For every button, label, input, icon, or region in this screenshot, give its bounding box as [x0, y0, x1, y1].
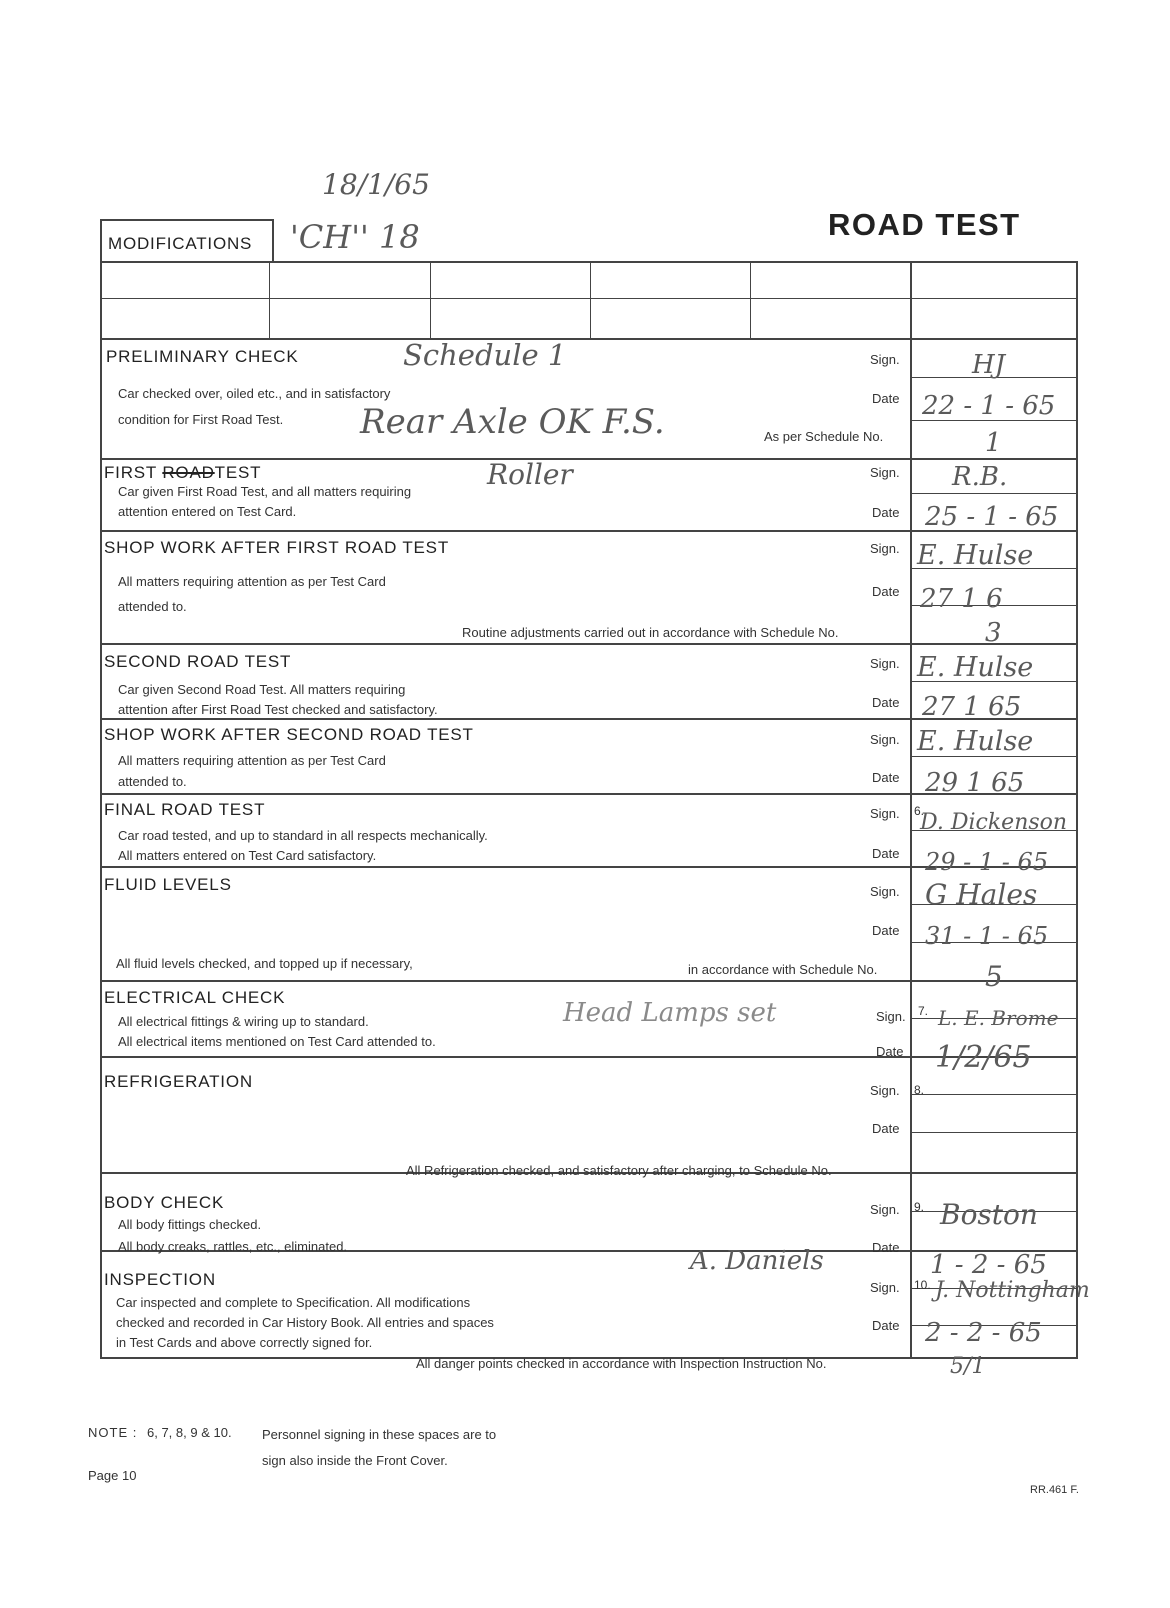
date-value: 1 - 2 - 65: [930, 1250, 1047, 1280]
date-value: 31 - 1 - 65: [925, 922, 1049, 950]
schedule-value: 3: [985, 618, 1002, 648]
sign-label: Sign.: [870, 732, 900, 747]
sign-label: Sign.: [870, 352, 900, 367]
section-desc: Car road tested, and up to standard in all respects mechanically.: [118, 828, 488, 843]
section-desc: Car checked over, oiled etc., and in satisfactory: [118, 386, 391, 401]
sign-label: Sign.: [870, 884, 900, 899]
section-desc: All matters entered on Test Card satisfactory.: [118, 848, 377, 863]
date-label: Date: [872, 1121, 900, 1136]
note-numbers: 6, 7, 8, 9 & 10.: [147, 1425, 232, 1440]
date-label: Date: [872, 505, 900, 520]
handwritten-note: Head Lamps set: [563, 998, 777, 1028]
section-desc: attention after First Road Test checked and satisfactory.: [118, 702, 438, 717]
title-suffix: TEST: [214, 463, 262, 482]
section-desc: All matters requiring attention as per Test Card: [118, 574, 386, 589]
section-title: REFRIGERATION: [104, 1072, 253, 1091]
section-title: FINAL ROAD TEST: [104, 800, 266, 819]
schedule-value: 1: [985, 428, 1002, 458]
section-title: SHOP WORK AFTER SECOND ROAD TEST: [104, 725, 474, 744]
handwritten-note: A. Daniels: [690, 1246, 824, 1276]
date-value: 2 - 2 - 65: [925, 1318, 1042, 1348]
schedule-value: 5: [985, 960, 1003, 993]
sign-label: Sign.: [876, 1009, 906, 1024]
handwritten-date: 18/1/65: [322, 168, 430, 201]
section-title: PRELIMINARY CHECK: [106, 347, 299, 366]
section-desc: All fluid levels checked, and topped up if necessary,: [116, 956, 413, 971]
section-desc: Car given First Road Test, and all matters requiring: [118, 484, 412, 499]
page-title: ROAD TEST: [828, 207, 1021, 242]
sign-label: Sign.: [870, 656, 900, 671]
note-text: sign also inside the Front Cover.: [262, 1453, 448, 1468]
section-desc: Car given Second Road Test. All matters requiring: [118, 682, 406, 697]
sign-label: Sign.: [870, 541, 900, 556]
sign-number: 8.: [914, 1083, 925, 1097]
section-desc: Car inspected and complete to Specification. All modifications: [116, 1295, 471, 1310]
instruction-value: 5/1: [950, 1354, 986, 1379]
schedule-label: As per Schedule No.: [764, 429, 884, 444]
signature: HJ: [972, 350, 1006, 380]
date-label: Date: [872, 1240, 900, 1255]
sign-label: Sign.: [870, 465, 900, 480]
signature: E. Hulse: [917, 540, 1034, 571]
sign-label: Sign.: [870, 1083, 900, 1098]
date-label: Date: [872, 1318, 900, 1333]
title-prefix: FIRST: [104, 463, 157, 482]
signature: E. Hulse: [917, 726, 1034, 757]
modifications-handwritten: 'CH'' 18: [290, 218, 420, 256]
date-value: 29 1 65: [925, 768, 1025, 798]
date-value: 27 1 6: [920, 584, 1003, 614]
section-desc: checked and recorded in Car History Book. All entries and spaces: [116, 1315, 494, 1330]
section-desc: All body fittings checked.: [118, 1217, 262, 1232]
signature: E. Hulse: [917, 652, 1034, 683]
section-desc: in Test Cards and above correctly signed for.: [116, 1335, 373, 1350]
schedule-label: in accordance with Schedule No.: [688, 962, 878, 977]
date-label: Date: [872, 923, 900, 938]
date-value: 29 - 1 - 65: [925, 848, 1049, 876]
handwritten-note: Schedule 1: [403, 338, 567, 372]
section-desc: attended to.: [118, 774, 187, 789]
signature: G Hales: [925, 878, 1038, 911]
section-desc: All body creaks, rattles, etc., eliminated.: [118, 1239, 348, 1254]
section-title: INSPECTION: [104, 1270, 216, 1289]
date-label: Date: [876, 1044, 904, 1059]
modifications-label: MODIFICATIONS: [108, 234, 253, 253]
handwritten-note: Roller: [487, 458, 573, 491]
page-number: Page 10: [88, 1468, 137, 1483]
section-desc: condition for First Road Test.: [118, 412, 284, 427]
note-label: NOTE :: [88, 1425, 138, 1440]
sign-number: 7.: [918, 1004, 929, 1018]
routine-label: Routine adjustments carried out in accordance with Schedule No.: [462, 625, 839, 640]
date-value: 25 - 1 - 65: [925, 502, 1059, 532]
section-desc: attention entered on Test Card.: [118, 504, 297, 519]
signature: J. Nottingham: [935, 1278, 1090, 1303]
sign-number: 6.: [914, 804, 925, 818]
note-text: Personnel signing in these spaces are to: [262, 1427, 497, 1442]
signature: L. E. Brome: [938, 1006, 1059, 1030]
date-label: Date: [872, 770, 900, 785]
sign-label: Sign.: [870, 806, 900, 821]
section-desc: All matters requiring attention as per Test Card: [118, 753, 386, 768]
sign-label: Sign.: [870, 1202, 900, 1217]
date-value: 27 1 65: [922, 692, 1022, 722]
section-desc: attended to.: [118, 599, 187, 614]
signature: D. Dickenson: [920, 810, 1068, 835]
date-value: 1/2/65: [935, 1040, 1032, 1075]
section-desc: All electrical fittings & wiring up to standard.: [118, 1014, 369, 1029]
sign-number: 10.: [914, 1278, 931, 1292]
section-title: [104, 463, 261, 483]
section-title: FLUID LEVELS: [104, 875, 232, 894]
signature: Boston: [940, 1198, 1038, 1231]
title-struck: ROAD: [162, 463, 215, 482]
date-label: Date: [872, 695, 900, 710]
section-desc: All electrical items mentioned on Test Card attended to.: [118, 1034, 436, 1049]
date-label: Date: [872, 846, 900, 861]
sign-number: 9.: [914, 1200, 925, 1214]
sign-label: Sign.: [870, 1280, 900, 1295]
danger-label: All danger points checked in accordance with Inspection Instruction No.: [416, 1356, 827, 1371]
signature: R.B.: [952, 462, 1008, 492]
date-label: Date: [872, 391, 900, 406]
section-title: SECOND ROAD TEST: [104, 652, 292, 671]
section-title: BODY CHECK: [104, 1193, 225, 1212]
form-code: RR.461 F.: [1030, 1484, 1079, 1496]
refrigeration-desc: All Refrigeration checked, and satisfactory after charging, to Schedule No.: [406, 1163, 832, 1178]
date-value: 22 - 1 - 65: [922, 391, 1056, 421]
section-title: SHOP WORK AFTER FIRST ROAD TEST: [104, 538, 450, 557]
date-label: Date: [872, 584, 900, 599]
handwritten-note: Rear Axle OK F.S.: [360, 402, 665, 442]
section-title: ELECTRICAL CHECK: [104, 988, 286, 1007]
